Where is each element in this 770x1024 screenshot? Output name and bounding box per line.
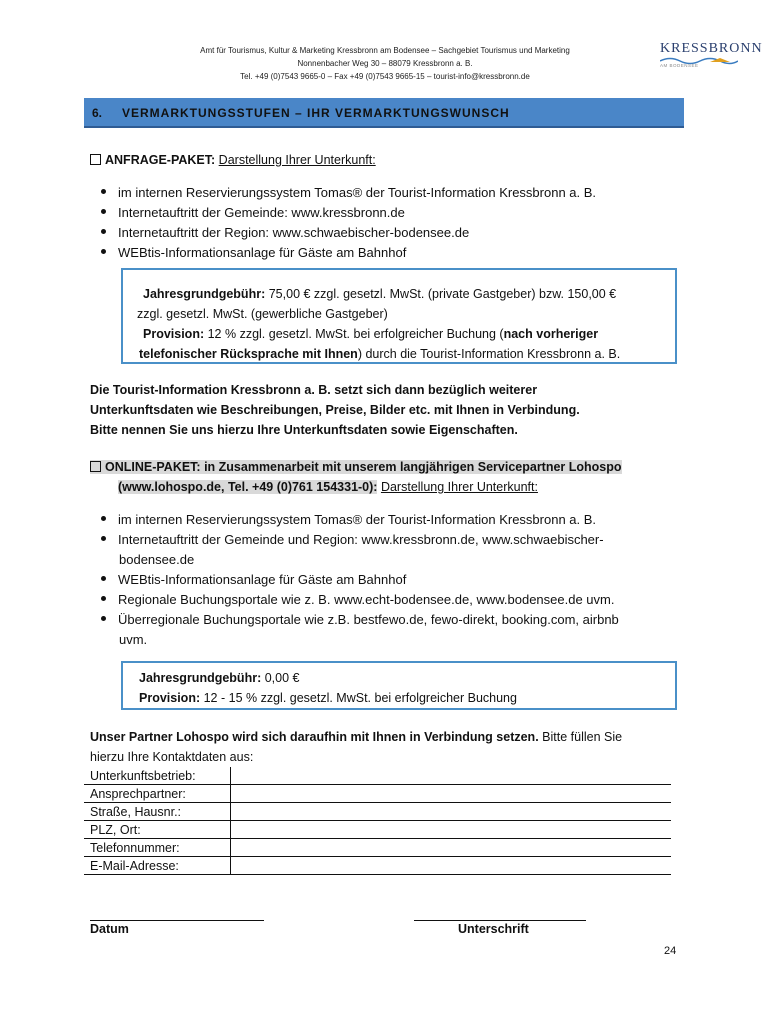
section-title: VERMARKTUNGSSTUFEN – IHR VERMARKTUNGSWUNSCH xyxy=(122,106,510,120)
note-line: Bitte nennen Sie uns hierzu Ihre Unterkunftsdaten sowie Eigenschaften. xyxy=(90,423,518,437)
table-row xyxy=(84,803,671,821)
plz-ort-field[interactable] xyxy=(231,821,672,839)
header-line-2: Nonnenbacher Weg 30 – 88079 Kressbronn a. B. xyxy=(297,59,473,68)
list-item: Überregionale Buchungsportale wie z.B. bestfewo.de, fewo-direkt, booking.com, airbnb xyxy=(101,610,619,630)
online-prov-label: Provision: xyxy=(139,691,201,705)
section-number: 6. xyxy=(92,106,103,120)
anfrage-checkbox[interactable] xyxy=(90,154,101,165)
table-row xyxy=(84,785,671,803)
table-row xyxy=(84,767,671,785)
kressbronn-logo xyxy=(660,41,763,72)
list-item: im internen Reservierungssystem Tomas® der Tourist-Information Kressbronn a. B. xyxy=(101,510,619,530)
list-item: Internetauftritt der Gemeinde und Region: www.kressbronn.de, www.schwaebischer- xyxy=(101,530,619,550)
anfrage-paket-heading xyxy=(90,151,376,169)
anfrage-fee-label: Jahresgrundgebühr: xyxy=(143,287,266,301)
list-item-continuation: bodensee.de xyxy=(119,552,195,567)
email-field[interactable] xyxy=(231,857,672,875)
list-item: WEBtis-Informationsanlage für Gäste am Bahnhof xyxy=(101,243,596,263)
anfrage-prov-text-2: ) durch die Tourist-Information Kressbronn a. B. xyxy=(357,347,621,361)
partner-note xyxy=(90,727,680,767)
field-label: Telefonnummer: xyxy=(84,839,231,857)
online-paket-heading-2 xyxy=(118,478,538,496)
logo-tagline: AM BODENSEE xyxy=(660,63,699,68)
anfrage-note xyxy=(90,380,580,440)
strasse-field[interactable] xyxy=(231,803,672,821)
list-item: Regionale Buchungsportale wie z. B. www.echt-bodensee.de, www.bodensee.de uvm. xyxy=(101,590,619,610)
field-label: Straße, Hausnr.: xyxy=(84,803,231,821)
online-bullet-list xyxy=(101,510,619,650)
list-item-continuation: uvm. xyxy=(119,632,148,647)
list-item: Internetauftritt der Region: www.schwaebischer-bodensee.de xyxy=(101,223,596,243)
field-label: Ansprechpartner: xyxy=(84,785,231,803)
field-label: PLZ, Ort: xyxy=(84,821,231,839)
anfrage-prov-bold: nach vorheriger xyxy=(503,327,599,341)
note-line: Unterkunftsdaten wie Beschreibungen, Preise, Bilder etc. mit Ihnen in Verbindung. xyxy=(90,403,580,417)
signature-line[interactable] xyxy=(414,920,586,921)
note-line: Die Tourist-Information Kressbronn a. B. setzt sich dann bezüglich weiterer xyxy=(90,383,538,397)
telefon-field[interactable] xyxy=(231,839,672,857)
online-prov-text: 12 - 15 % zzgl. gesetzl. MwSt. bei erfolgreicher Buchung xyxy=(203,691,517,705)
anfrage-bullet-list xyxy=(101,183,596,263)
online-price-box xyxy=(121,661,677,710)
list-item: WEBtis-Informationsanlage für Gäste am Bahnhof xyxy=(101,570,619,590)
anfrage-price-box xyxy=(121,268,677,364)
header-line-1: Amt für Tourismus, Kultur & Marketing Kressbronn am Bodensee – Sachgebiet Tourismus und Marketing xyxy=(200,46,570,55)
page-number: 24 xyxy=(664,945,677,957)
table-row xyxy=(84,821,671,839)
logo-text: KRESSBRONN xyxy=(660,41,763,56)
partner-text-2: hierzu Ihre Kontaktdaten aus: xyxy=(90,750,254,764)
list-item: im internen Reservierungssystem Tomas® der Tourist-Information Kressbronn a. B. xyxy=(101,183,596,203)
date-label: Datum xyxy=(90,922,129,936)
online-fee-label: Jahresgrundgebühr: xyxy=(139,671,262,685)
table-row xyxy=(84,857,671,875)
section-header xyxy=(84,98,684,128)
field-label: E-Mail-Adresse: xyxy=(84,857,231,875)
anfrage-prov-bold-2: telefonischer Rücksprache mit Ihnen xyxy=(139,347,358,361)
table-row xyxy=(84,839,671,857)
partner-bold: Unser Partner Lohospo wird sich daraufhin mit Ihnen in Verbindung setzen. xyxy=(90,730,539,744)
online-paket-heading xyxy=(90,458,622,476)
online-label-2: (www.lohospo.de, Tel. +49 (0)761 154331-0): xyxy=(118,480,378,494)
online-label: ONLINE-PAKET: in Zusammenarbeit mit unserem langjährigen Servicepartner Lohospo xyxy=(105,460,622,474)
signature-label: Unterschrift xyxy=(458,922,529,936)
online-sub: Darstellung Ihrer Unterkunft: xyxy=(380,480,538,494)
anfrage-prov-label: Provision: xyxy=(143,327,205,341)
unterkunftsbetrieb-field[interactable] xyxy=(231,767,672,785)
anfrage-fee-text-2: zzgl. gesetzl. MwSt. (gewerbliche Gastgeber) xyxy=(137,307,388,321)
header-line-3: Tel. +49 (0)7543 9665-0 – Fax +49 (0)7543 9665-15 – tourist-info@kressbronn.de xyxy=(240,72,530,81)
contact-form xyxy=(84,767,671,875)
field-label: Unterkunftsbetrieb: xyxy=(84,767,231,785)
anfrage-label: ANFRAGE-PAKET: xyxy=(105,153,216,167)
partner-text: Bitte füllen Sie xyxy=(542,730,623,744)
list-item: Internetauftritt der Gemeinde: www.kressbronn.de xyxy=(101,203,596,223)
date-line[interactable] xyxy=(90,920,264,921)
anfrage-fee-text: 75,00 € zzgl. gesetzl. MwSt. (private Gastgeber) bzw. 150,00 € xyxy=(268,287,617,301)
anfrage-prov-text: 12 % zzgl. gesetzl. MwSt. bei erfolgreicher Buchung ( xyxy=(207,327,504,341)
online-checkbox[interactable] xyxy=(90,461,101,472)
anfrage-sub: Darstellung Ihrer Unterkunft: xyxy=(218,153,376,167)
online-fee-text: 0,00 € xyxy=(264,671,300,685)
ansprechpartner-field[interactable] xyxy=(231,785,672,803)
